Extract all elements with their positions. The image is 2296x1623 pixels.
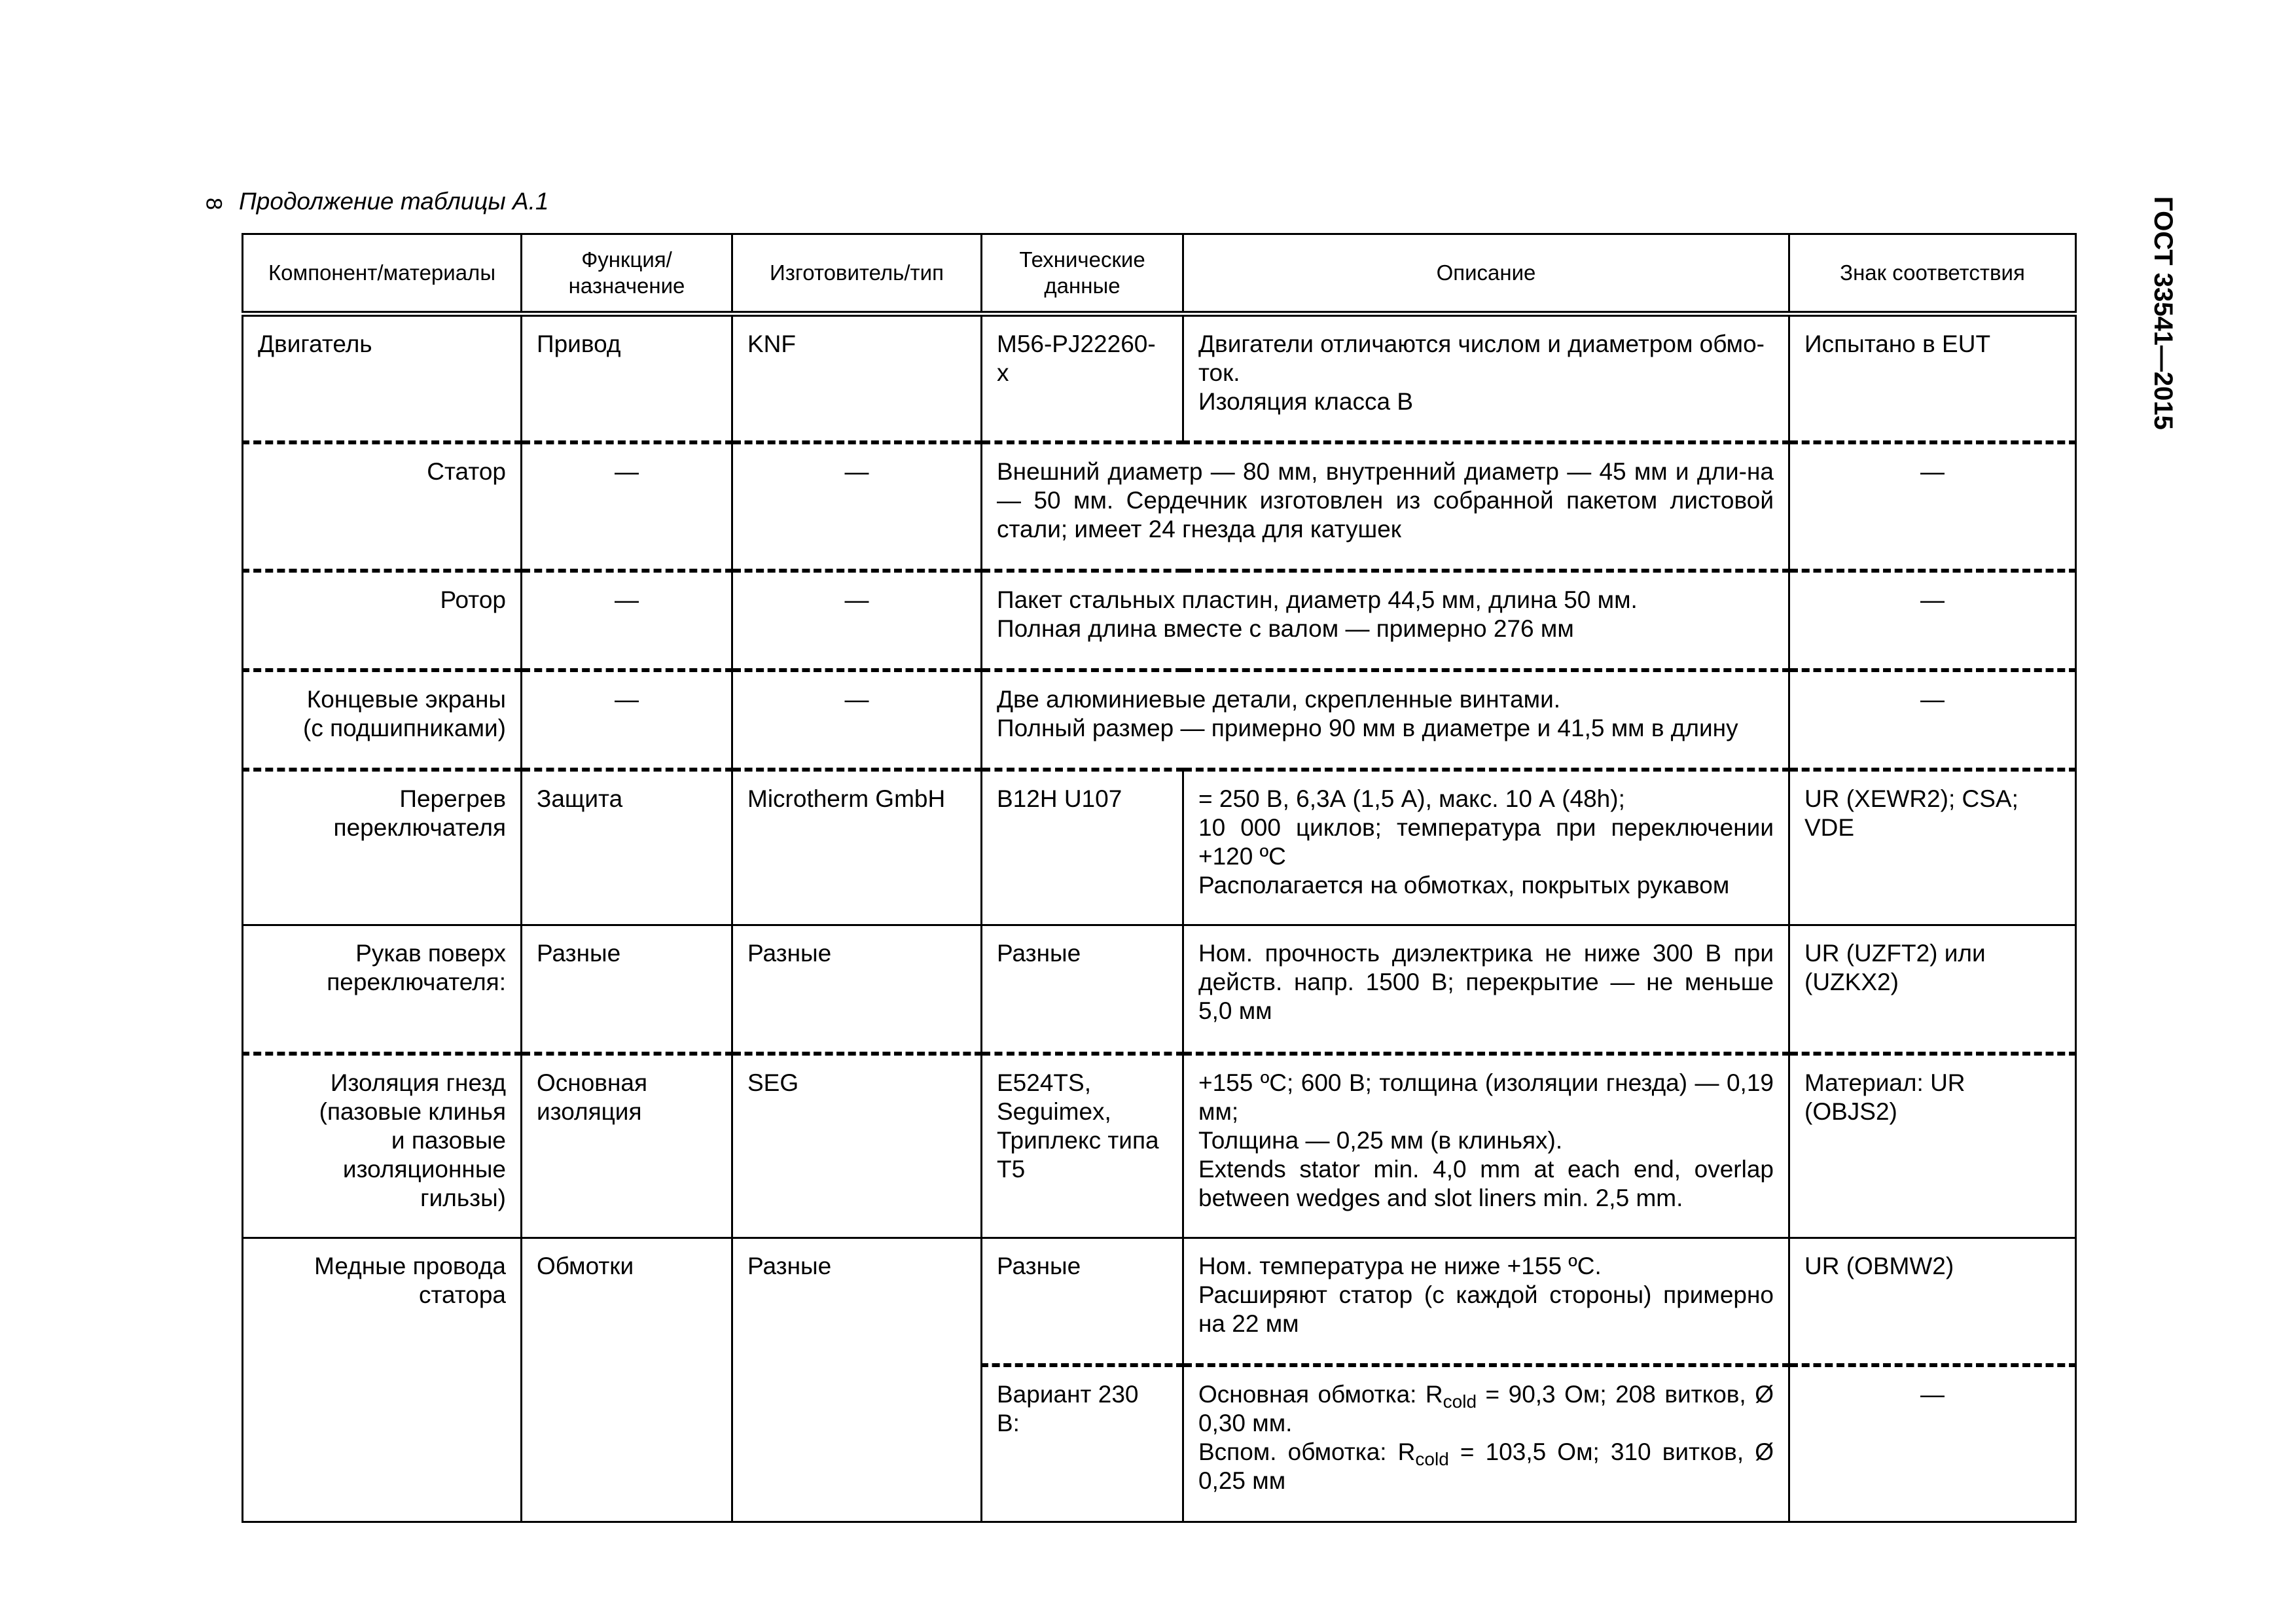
header-cell: Описание [1183,234,1789,314]
maker-cell: SEG [732,1054,982,1238]
description-cell [982,571,1789,670]
formula-text: = 90,3 Ом; 208 витков, Ø 0,30 мм. [1198,1380,1774,1436]
description-cell: Ном. прочность диэлектрика не ниже 300 В при действ. напр. 1500 В; перекрытие — не меньше 5,0 мм [1183,925,1789,1054]
description-line: = 250 В, 6,3А (1,5 А), макс. 10 А (48h); [1198,785,1625,812]
component-cell [243,925,522,1054]
table-row [243,670,2076,770]
function-cell: Привод [522,314,732,442]
component-line: (с подшипниками) [303,714,506,741]
header-cell: Знак соответствия [1789,234,2076,314]
description-line: Полная длина вместе с валом — примерно 276 мм [997,615,1574,642]
description-cell [1183,770,1789,925]
description-line [1198,1438,1774,1495]
description-line: Ном. температура не ниже +155 ºС. [1198,1253,1602,1279]
component-line: и пазовые [391,1126,506,1154]
table-row [243,571,2076,670]
mark-cell: — [1789,571,2076,670]
description-line: Extends stator min. 4,0 mm at each end, overlap between wedges and slot liners min. 2,5 mm. [1198,1155,1774,1211]
mark-cell: UR (UZFT2) или (UZKX2) [1789,925,2076,1054]
formula-text: Основная обмотка: R [1198,1380,1443,1408]
description-line: Изоляция класса B [1198,388,1414,415]
component-line: Изоляция гнезд [330,1069,506,1096]
table-row [243,314,2076,442]
component-cell: Двигатель [243,314,522,442]
description-cell [1183,1365,1789,1522]
mark-cell: UR (OBMW2) [1789,1238,2076,1365]
component-cell [243,770,522,925]
mark-cell: — [1789,442,2076,571]
mark-cell: Материал: UR (OBJS2) [1789,1054,2076,1238]
maker-cell: — [732,571,982,670]
component-line: Концевые экраны [306,685,506,713]
description-cell [1183,314,1789,442]
description-line: Полный размер — примерно 90 мм в диаметре и 41,5 мм в длину [997,714,1738,741]
description-line: Располагается на обмотках, покрытых рукавом [1198,871,1730,899]
component-line: Медные провода [314,1253,506,1279]
maker-cell: KNF [732,314,982,442]
table-row [243,925,2076,1054]
description-line: 10 000 циклов; температура при переключении +120 ºС [1198,813,1774,870]
table-row [243,770,2076,925]
component-line: изоляционные [342,1155,506,1183]
description-line: Расширяют статор (с каждой стороны) примерно на 22 мм [1198,1281,1774,1337]
description-line: +155 ºС; 600 В; толщина (изоляции гнезда) — 0,19 мм; [1198,1069,1774,1125]
header-cell: Компонент/материалы [243,234,522,314]
function-cell: Основная изоляция [522,1054,732,1238]
component-line: Рукав поверх [355,940,506,967]
header-cell: Изготовитель/тип [732,234,982,314]
maker-cell: Разные [732,925,982,1054]
description-cell [1183,1054,1789,1238]
mark-cell: — [1789,670,2076,770]
description-cell: Внешний диаметр — 80 мм, внутренний диаметр — 45 мм и дли-на — 50 мм. Сердечник изготовлен из собранной пакетом листовой стали; имеет 24 гнезда для катушек [982,442,1789,571]
component-cell [243,1238,522,1522]
header-cell: Технические данные [982,234,1183,314]
description-line: Две алюминиевые детали, скрепленные винтами. [997,685,1561,713]
function-cell: Обмотки [522,1238,732,1522]
tech-cell: Вариант 230 В: [982,1365,1183,1522]
component-line: гильзы) [420,1184,506,1211]
standard-title: ГОСТ 33541—2015 [2149,196,2178,430]
component-cell [243,1054,522,1238]
function-cell: Разные [522,925,732,1054]
maker-cell: — [732,442,982,571]
table-row [243,1054,2076,1238]
mark-cell: Испытано в EUT [1789,314,2076,442]
component-line: Перегрев [399,785,506,812]
component-line: переключателя [333,813,506,841]
description-cell [1183,1238,1789,1365]
tech-cell: M56-PJ22260-x [982,314,1183,442]
component-cell: Статор [243,442,522,571]
formula-text: = 103,5 Ом; 310 витков, Ø 0,25 мм [1198,1438,1774,1494]
component-cell: Ротор [243,571,522,670]
tech-cell: E524TS, Seguimex, Триплекс типа T5 [982,1054,1183,1238]
function-cell: — [522,670,732,770]
tech-cell: Разные [982,1238,1183,1365]
page-number: 8 [201,198,226,210]
table-caption: Продолжение таблицы А.1 [239,188,549,215]
component-line: переключателя: [327,969,506,995]
header-row [243,234,2076,314]
function-cell: — [522,442,732,571]
description-line: Пакет стальных пластин, диаметр 44,5 мм, длина 50 мм. [997,586,1638,613]
function-cell: — [522,571,732,670]
maker-cell: Microtherm GmbH [732,770,982,925]
component-line: (пазовые клинья [319,1097,506,1125]
component-cell [243,670,522,770]
mark-cell: UR (XEWR2); CSA; VDE [1789,770,2076,925]
table-row [243,1238,2076,1365]
table-row [243,442,2076,571]
maker-cell: Разные [732,1238,982,1522]
description-line: Двигатели отличаются числом и диаметром обмо-ток. [1198,330,1765,386]
description-cell [982,670,1789,770]
tech-cell: B12H U107 [982,770,1183,925]
tech-cell: Разные [982,925,1183,1054]
subscript: cold [1443,1391,1477,1412]
description-line [1198,1380,1774,1438]
component-line: статора [418,1281,506,1308]
function-cell: Защита [522,770,732,925]
formula-text: Вспом. обмотка: R [1198,1438,1416,1465]
description-line: Толщина — 0,25 мм (в клиньях). [1198,1126,1563,1154]
subscript: cold [1415,1448,1449,1469]
header-cell: Функция/ назначение [522,234,732,314]
components-table [242,233,2077,1523]
maker-cell: — [732,670,982,770]
mark-cell: — [1789,1365,2076,1522]
